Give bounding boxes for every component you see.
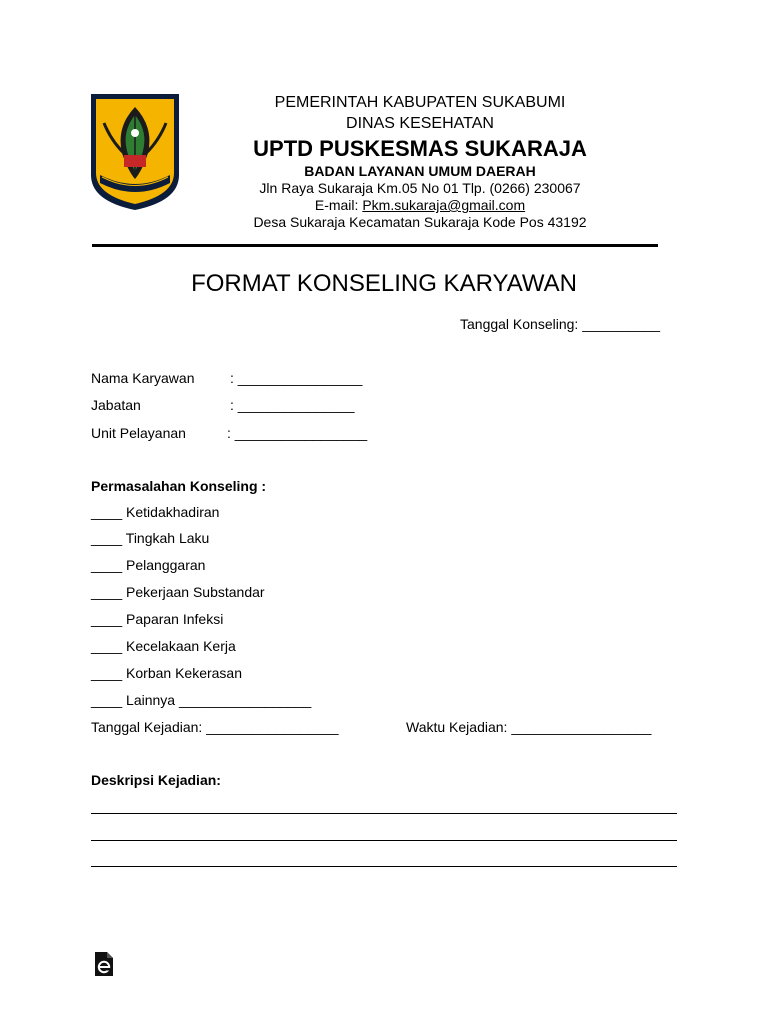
permasalahan-heading: Permasalahan Konseling : — [91, 478, 267, 494]
list-item[interactable]: ____ Kecelakaan Kerja — [91, 638, 236, 654]
list-item[interactable]: ____ Pekerjaan Substandar — [91, 584, 265, 600]
list-item[interactable]: ____ Tingkah Laku — [91, 530, 210, 546]
header-subtitle: BADAN LAYANAN UMUM DAERAH — [304, 163, 536, 179]
deskripsi-line-1[interactable] — [91, 813, 677, 814]
email-label: E-mail: — [314, 197, 363, 213]
deskripsi-line-2[interactable] — [91, 840, 677, 841]
field-value-jabatan[interactable]: : _______________ — [230, 397, 355, 413]
field-value-unit[interactable]: : _________________ — [227, 425, 368, 441]
logo-emblem — [90, 93, 180, 211]
document-e-icon — [94, 951, 114, 977]
field-value-nama[interactable]: : ________________ — [230, 370, 363, 386]
list-item[interactable]: ____ Ketidakhadiran — [91, 504, 220, 520]
list-item[interactable]: ____ Korban Kekerasan — [91, 665, 242, 681]
header-institution: UPTD PUSKESMAS SUKARAJA — [253, 136, 587, 161]
form-title: FORMAT KONSELING KARYAWAN — [191, 270, 577, 297]
tanggal-konseling-field[interactable]: Tanggal Konseling: __________ — [460, 316, 661, 332]
list-item[interactable]: ____ Pelanggaran — [91, 557, 206, 573]
list-item[interactable]: ____ Lainnya _________________ — [91, 692, 312, 708]
field-label-unit: Unit Pelayanan — [91, 425, 186, 441]
header-divider — [92, 244, 658, 247]
header-email-line — [200, 197, 640, 213]
tanggal-kejadian-field[interactable]: Tanggal Kejadian: _________________ — [91, 719, 339, 735]
field-label-jabatan: Jabatan — [91, 397, 141, 413]
header-department: DINAS KESEHATAN — [346, 115, 494, 132]
list-item[interactable]: ____ Paparan Infeksi — [91, 611, 224, 627]
deskripsi-line-3[interactable] — [91, 866, 677, 867]
field-label-nama: Nama Karyawan — [91, 370, 195, 386]
waktu-kejadian-field[interactable]: Waktu Kejadian: __________________ — [406, 719, 652, 735]
deskripsi-heading: Deskripsi Kejadian: — [91, 772, 221, 788]
header-government: PEMERINTAH KABUPATEN SUKABUMI — [274, 94, 566, 111]
header-address-2: Desa Sukaraja Kecamatan Sukaraja Kode Pos 43192 — [253, 214, 587, 230]
email-link[interactable]: Pkm.sukaraja@gmail.com — [362, 197, 526, 213]
header-address: Jln Raya Sukaraja Km.05 No 01 Tlp. (0266) 230067 — [259, 180, 581, 196]
